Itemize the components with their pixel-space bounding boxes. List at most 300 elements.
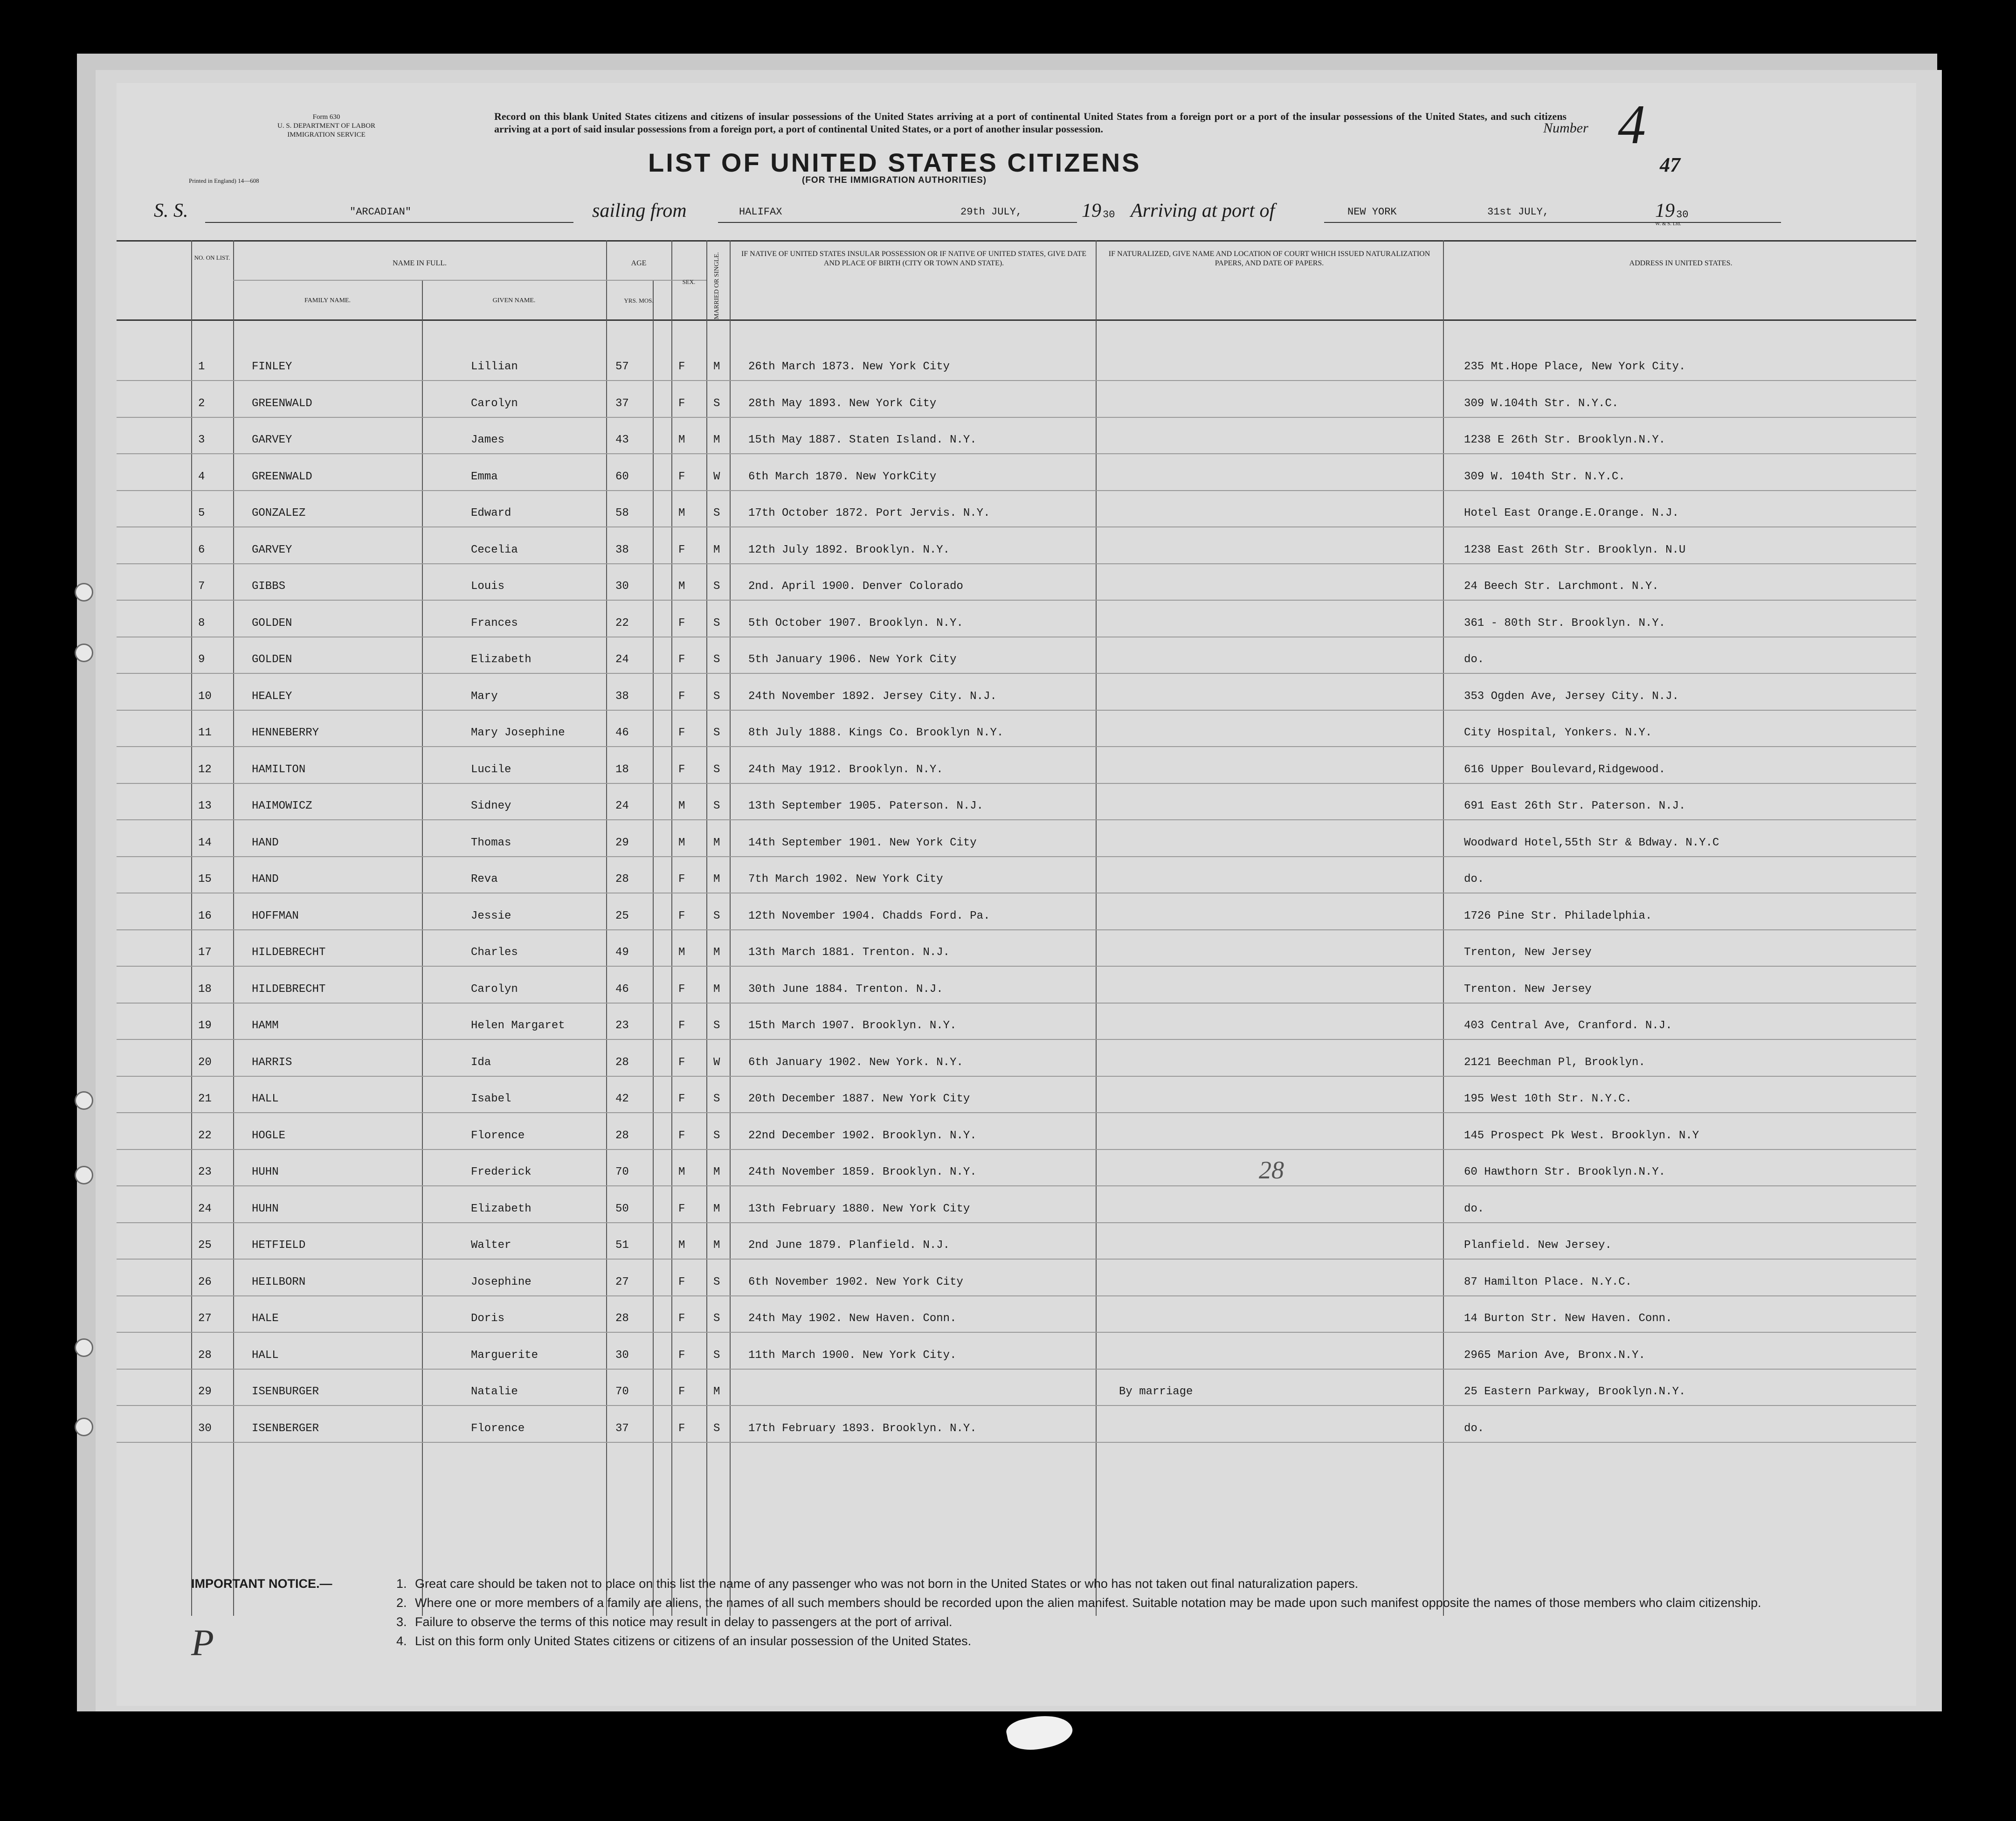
family-name: HAND — [252, 873, 279, 886]
marital-status: W — [713, 470, 720, 483]
address: 145 Prospect Pk West. Brooklyn. N.Y — [1464, 1129, 1699, 1142]
family-name: HAND — [252, 836, 279, 849]
row-number: 21 — [198, 1093, 212, 1105]
header-married: MARRIED OR SINGLE. — [713, 252, 720, 319]
number-label: Number — [1543, 120, 1588, 136]
header-name: NAME IN FULL. — [393, 259, 447, 267]
marital-status: M — [713, 946, 720, 959]
naturalization: By marriage — [1119, 1385, 1193, 1398]
marital-status: S — [713, 1312, 720, 1325]
address: do. — [1464, 1202, 1484, 1215]
family-name: GOLDEN — [252, 653, 292, 666]
marital-status: S — [713, 1129, 720, 1142]
row-number: 8 — [198, 616, 205, 630]
age: 37 — [615, 1422, 629, 1435]
count-annotation: 28 — [1259, 1156, 1284, 1184]
birth-info: 13th March 1881. Trenton. N.J. — [748, 946, 950, 959]
row-number: 17 — [198, 946, 212, 959]
table-row — [117, 723, 1916, 741]
given-name: Walter — [471, 1239, 511, 1252]
row-number: 16 — [198, 909, 212, 922]
sex: F — [678, 1349, 685, 1362]
family-name: HAIMOWICZ — [252, 800, 312, 812]
marital-status: S — [713, 727, 720, 739]
age: 28 — [615, 1129, 629, 1142]
sex: M — [678, 946, 685, 959]
age: 24 — [615, 653, 629, 666]
birth-info: 28th May 1893. New York City — [748, 397, 937, 410]
age: 27 — [615, 1275, 629, 1288]
address: Planfield. New Jersey. — [1464, 1239, 1612, 1252]
notice-label: IMPORTANT NOTICE.— — [191, 1577, 332, 1591]
birth-info: 6th November 1902. New York City — [748, 1275, 963, 1288]
departure-date: 29th JULY, — [960, 206, 1022, 218]
birth-info: 14th September 1901. New York City — [748, 836, 977, 849]
table-row — [117, 942, 1916, 961]
marital-status: S — [713, 909, 720, 922]
age: 30 — [615, 580, 629, 593]
punch-hole — [75, 1338, 93, 1357]
age: 28 — [615, 1312, 629, 1325]
address: 403 Central Ave, Cranford. N.J. — [1464, 1019, 1672, 1032]
address: Trenton. New Jersey — [1464, 983, 1592, 996]
given-name: Frederick — [471, 1166, 532, 1178]
given-name: Jessie — [471, 909, 511, 922]
given-name: Helen Margaret — [471, 1019, 565, 1032]
age: 70 — [615, 1385, 629, 1398]
age: 24 — [615, 800, 629, 812]
age: 28 — [615, 873, 629, 886]
notice-item: 2. Where one or more members of a family are aliens, the names of all such members should be recorded upon the alien manifest. Suitable notation may be made upon such manifest opposite the names of those members who claim citizenship. — [396, 1596, 1761, 1610]
address: 691 East 26th Str. Paterson. N.J. — [1464, 800, 1686, 812]
sex: M — [678, 434, 685, 446]
row-number: 1 — [198, 360, 205, 373]
marital-status: S — [713, 1275, 720, 1288]
marital-status: M — [713, 434, 720, 446]
sex: F — [678, 873, 685, 886]
family-name: GIBBS — [252, 580, 286, 593]
voyage-line — [117, 200, 1916, 228]
given-name: Frances — [471, 616, 518, 630]
marital-status: S — [713, 800, 720, 812]
given-name: Lillian — [471, 360, 518, 373]
address: 616 Upper Boulevard,Ridgewood. — [1464, 763, 1666, 776]
address: Woodward Hotel,55th Str & Bdway. N.Y.C — [1464, 836, 1719, 849]
address: 60 Hawthorn Str. Brooklyn.N.Y. — [1464, 1166, 1666, 1178]
notice-item: 4. List on this form only United States citizens or citizens of an insular possession of the United States. — [396, 1634, 972, 1648]
notice-item: 1. Great care should be taken not to place on this list the name of any passenger who was not born in the United States or who has not taken out final naturalization papers. — [396, 1577, 1359, 1591]
given-name: James — [471, 434, 505, 446]
birth-info: 17th February 1893. Brooklyn. N.Y. — [748, 1422, 977, 1435]
punch-hole — [75, 1166, 93, 1184]
table-row — [117, 1052, 1916, 1071]
sex: M — [678, 1166, 685, 1178]
year-suffix: 30 — [1103, 209, 1115, 221]
row-number: 20 — [198, 1056, 212, 1069]
family-name: HUHN — [252, 1166, 279, 1178]
birth-info: 12th July 1892. Brooklyn. N.Y. — [748, 543, 950, 556]
table-row — [117, 394, 1916, 412]
table-row — [117, 1345, 1916, 1364]
birth-info: 24th May 1912. Brooklyn. N.Y. — [748, 763, 943, 776]
printed-note: Printed in England) 14—608 — [189, 177, 259, 184]
age: 29 — [615, 836, 629, 849]
given-name: Cecelia — [471, 543, 518, 556]
table-row — [117, 1016, 1916, 1034]
birth-info: 6th March 1870. New YorkCity — [748, 470, 937, 483]
given-name: Doris — [471, 1312, 505, 1325]
birth-info: 22nd December 1902. Brooklyn. N.Y. — [748, 1129, 977, 1142]
sex: F — [678, 1422, 685, 1435]
given-name: Sidney — [471, 800, 511, 812]
table-row — [117, 686, 1916, 705]
address: 195 West 10th Str. N.Y.C. — [1464, 1093, 1632, 1105]
marital-status: M — [713, 1385, 720, 1398]
given-name: Carolyn — [471, 983, 518, 996]
arriving-label: Arriving at port of — [1131, 200, 1275, 222]
sex: F — [678, 1385, 685, 1398]
sex: F — [678, 727, 685, 739]
sex: F — [678, 1056, 685, 1069]
row-number: 2 — [198, 397, 205, 410]
birth-info: 2nd. April 1900. Denver Colorado — [748, 580, 963, 593]
sex: F — [678, 909, 685, 922]
punch-hole — [75, 1091, 93, 1110]
record-instructions: Record on this blank United States citizens and citizens of insular possessions of the United States arriving at a port of continental United States from a foreign port or a port of the insular possessions of the United States, and such citizens arriving at a port of said insular possessions from a foreign port, a port of continental United States, or a port of another insular possession. — [494, 111, 1567, 135]
table-row — [117, 796, 1916, 815]
age: 23 — [615, 1019, 629, 1032]
header-family-name: FAMILY NAME. — [304, 297, 351, 304]
table-row — [117, 760, 1916, 778]
age: 30 — [615, 1349, 629, 1362]
birth-info: 7th March 1902. New York City — [748, 873, 943, 886]
row-number: 11 — [198, 727, 212, 739]
punch-hole — [75, 583, 93, 602]
age: 49 — [615, 946, 629, 959]
family-name: HEILBORN — [252, 1275, 306, 1288]
address: 309 W. 104th Str. N.Y.C. — [1464, 470, 1625, 483]
family-name: HOGLE — [252, 1129, 286, 1142]
row-number: 24 — [198, 1202, 212, 1215]
table-row — [117, 869, 1916, 888]
punch-hole — [75, 644, 93, 662]
given-name: Ida — [471, 1056, 491, 1069]
family-name: ISENBURGER — [252, 1385, 319, 1398]
marital-status: S — [713, 1093, 720, 1105]
family-name: HAMM — [252, 1019, 279, 1032]
given-name: Reva — [471, 873, 498, 886]
row-number: 15 — [198, 873, 212, 886]
address: 353 Ogden Ave, Jersey City. N.J. — [1464, 690, 1679, 703]
row-number: 18 — [198, 983, 212, 996]
family-name: HALL — [252, 1349, 279, 1362]
marital-status: S — [713, 763, 720, 776]
row-number: 6 — [198, 543, 205, 556]
family-name: GARVEY — [252, 434, 292, 446]
table-row — [117, 1419, 1916, 1437]
family-name: HAMILTON — [252, 763, 306, 776]
family-name: HILDEBRECHT — [252, 946, 326, 959]
age: 46 — [615, 983, 629, 996]
row-number: 25 — [198, 1239, 212, 1252]
sex: F — [678, 1202, 685, 1215]
form-number: Form 630 — [312, 113, 340, 121]
given-name: Mary — [471, 690, 498, 703]
departure-port: HALIFAX — [739, 206, 782, 218]
age: 51 — [615, 1239, 629, 1252]
given-name: Carolyn — [471, 397, 518, 410]
sex: M — [678, 800, 685, 812]
row-number: 23 — [198, 1166, 212, 1178]
birth-info: 26th March 1873. New York City — [748, 360, 950, 373]
table-row — [117, 1272, 1916, 1291]
row-number: 12 — [198, 763, 212, 776]
page-number: 47 — [1660, 153, 1680, 176]
page-subtitle: (FOR THE IMMIGRATION AUTHORITIES) — [802, 175, 987, 185]
address: City Hospital, Yonkers. N.Y. — [1464, 727, 1652, 739]
given-name: Lucile — [471, 763, 511, 776]
birth-info: 13th February 1880. New York City — [748, 1202, 970, 1215]
row-number: 3 — [198, 434, 205, 446]
table-row — [117, 1235, 1916, 1254]
birth-info: 5th October 1907. Brooklyn. N.Y. — [748, 616, 963, 630]
address: 2965 Marion Ave, Bronx.N.Y. — [1464, 1349, 1645, 1362]
age: 42 — [615, 1093, 629, 1105]
marital-status: S — [713, 1019, 720, 1032]
address: Hotel East Orange.E.Orange. N.J. — [1464, 507, 1679, 519]
marital-status: S — [713, 1422, 720, 1435]
birth-info: 6th January 1902. New York. N.Y. — [748, 1056, 963, 1069]
birth-info: 2nd June 1879. Planfield. N.J. — [748, 1239, 950, 1252]
table-row — [117, 467, 1916, 485]
row-number: 4 — [198, 470, 205, 483]
birth-info: 17th October 1872. Port Jervis. N.Y. — [748, 507, 990, 519]
family-name: HEALEY — [252, 690, 292, 703]
table-row — [117, 503, 1916, 522]
department: U. S. DEPARTMENT OF LABOR — [277, 122, 375, 130]
corner-mark: P — [191, 1622, 214, 1663]
sex: F — [678, 1093, 685, 1105]
marital-status: M — [713, 873, 720, 886]
family-name: HARRIS — [252, 1056, 292, 1069]
given-name: Mary Josephine — [471, 727, 565, 739]
birth-info: 5th January 1906. New York City — [748, 653, 957, 666]
table-row — [117, 357, 1916, 375]
address: do. — [1464, 653, 1484, 666]
address: 1238 E 26th Str. Brooklyn.N.Y. — [1464, 434, 1666, 446]
age: 43 — [615, 434, 629, 446]
table-row — [117, 1089, 1916, 1108]
age: 58 — [615, 507, 629, 519]
paper-tear — [1004, 1710, 1075, 1755]
given-name: Charles — [471, 946, 518, 959]
address: 309 W.104th Str. N.Y.C. — [1464, 397, 1619, 410]
row-number: 14 — [198, 836, 212, 849]
ship-name: "ARCADIAN" — [350, 206, 412, 218]
address: 14 Burton Str. New Haven. Conn. — [1464, 1312, 1672, 1325]
family-name: GOLDEN — [252, 616, 292, 630]
header-address: ADDRESS IN UNITED STATES. — [1629, 259, 1733, 267]
family-name: GREENWALD — [252, 397, 312, 410]
table-row — [117, 1309, 1916, 1327]
marital-status: S — [713, 507, 720, 519]
sex: F — [678, 1275, 685, 1288]
arrival-year-suffix: 30 — [1676, 209, 1689, 221]
address: Trenton, New Jersey — [1464, 946, 1592, 959]
address: 1238 East 26th Str. Brooklyn. N.U — [1464, 543, 1686, 556]
row-number: 22 — [198, 1129, 212, 1142]
punch-hole — [75, 1418, 93, 1436]
row-number: 10 — [198, 690, 212, 703]
row-number: 27 — [198, 1312, 212, 1325]
row-number: 28 — [198, 1349, 212, 1362]
birth-info: 20th December 1887. New York City — [748, 1093, 970, 1105]
row-number: 29 — [198, 1385, 212, 1398]
family-name: HILDEBRECHT — [252, 983, 326, 996]
sex: F — [678, 616, 685, 630]
marital-status: S — [713, 653, 720, 666]
birth-info: 15th March 1907. Brooklyn. N.Y. — [748, 1019, 957, 1032]
given-name: Thomas — [471, 836, 511, 849]
header-age: AGE — [631, 259, 647, 267]
marital-status: S — [713, 616, 720, 630]
header-naturalized: IF NATURALIZED, GIVE NAME AND LOCATION OF COURT WHICH ISSUED NATURALIZATION PAPERS, AND DATE OF PAPERS. — [1108, 250, 1430, 267]
sex: F — [678, 1312, 685, 1325]
family-name: HALL — [252, 1093, 279, 1105]
form-identifier — [252, 113, 401, 139]
age: 28 — [615, 1056, 629, 1069]
family-name: GARVEY — [252, 543, 292, 556]
printer-mark: W. & S. Ltd. — [1655, 221, 1681, 227]
manifest-sheet — [117, 83, 1916, 1706]
table-row — [117, 430, 1916, 449]
page-title: LIST OF UNITED STATES CITIZENS — [648, 148, 1141, 177]
row-number: 30 — [198, 1422, 212, 1435]
address: 25 Eastern Parkway, Brooklyn.N.Y. — [1464, 1385, 1686, 1398]
birth-info: 13th September 1905. Paterson. N.J. — [748, 800, 984, 812]
header-given-name: GIVEN NAME. — [492, 297, 536, 304]
row-number: 5 — [198, 507, 205, 519]
sex: M — [678, 836, 685, 849]
row-number: 9 — [198, 653, 205, 666]
family-name: HALE — [252, 1312, 279, 1325]
birth-info: 11th March 1900. New York City. — [748, 1349, 957, 1362]
address: 24 Beech Str. Larchmont. N.Y. — [1464, 580, 1659, 593]
arrival-year-prefix: 19 — [1655, 200, 1675, 222]
age: 50 — [615, 1202, 629, 1215]
address: do. — [1464, 873, 1484, 886]
table-row — [117, 1382, 1916, 1400]
given-name: Elizabeth — [471, 1202, 532, 1215]
birth-info: 24th November 1859. Brooklyn. N.Y. — [748, 1166, 977, 1178]
sex: M — [678, 507, 685, 519]
age: 38 — [615, 543, 629, 556]
arrival-port: NEW YORK — [1347, 206, 1397, 218]
service: IMMIGRATION SERVICE — [287, 131, 366, 138]
family-name: ISENBERGER — [252, 1422, 319, 1435]
marital-status: S — [713, 1349, 720, 1362]
age: 25 — [615, 909, 629, 922]
address: do. — [1464, 1422, 1484, 1435]
age: 57 — [615, 360, 629, 373]
table-row — [117, 540, 1916, 559]
birth-info: 8th July 1888. Kings Co. Brooklyn N.Y. — [748, 727, 1004, 739]
ss-label: S. S. — [154, 200, 188, 222]
given-name: Emma — [471, 470, 498, 483]
address: 361 - 80th Str. Brooklyn. N.Y. — [1464, 616, 1666, 630]
list-number: 4 — [1618, 93, 1646, 155]
family-name: HUHN — [252, 1202, 279, 1215]
marital-status: M — [713, 543, 720, 556]
row-number: 26 — [198, 1275, 212, 1288]
arrival-date: 31st JULY, — [1487, 206, 1549, 218]
given-name: Isabel — [471, 1093, 511, 1105]
sex: F — [678, 1129, 685, 1142]
marital-status: S — [713, 580, 720, 593]
marital-status: W — [713, 1056, 720, 1069]
table-row — [117, 1199, 1916, 1218]
given-name: Natalie — [471, 1385, 518, 1398]
sex: F — [678, 1019, 685, 1032]
age: 60 — [615, 470, 629, 483]
header-no: NO. ON LIST. — [194, 254, 230, 261]
family-name: GREENWALD — [252, 470, 312, 483]
age: 22 — [615, 616, 629, 630]
marital-status: M — [713, 1239, 720, 1252]
marital-status: S — [713, 397, 720, 410]
age: 46 — [615, 727, 629, 739]
header-yrs-mos: YRS. MOS. — [624, 297, 654, 304]
address: 1726 Pine Str. Philadelphia. — [1464, 909, 1652, 922]
sex: M — [678, 580, 685, 593]
address: 2121 Beechman Pl, Brooklyn. — [1464, 1056, 1645, 1069]
age: 37 — [615, 397, 629, 410]
row-number: 7 — [198, 580, 205, 593]
birth-info: 15th May 1887. Staten Island. N.Y. — [748, 434, 977, 446]
family-name: GONZALEZ — [252, 507, 306, 519]
year-prefix: 19 — [1082, 200, 1101, 222]
given-name: Florence — [471, 1422, 525, 1435]
marital-status: M — [713, 360, 720, 373]
notice-item: 3. Failure to observe the terms of this notice may result in delay to passengers at the port of arrival. — [396, 1615, 953, 1629]
table-row — [117, 1162, 1916, 1181]
header-birth: IF NATIVE OF UNITED STATES INSULAR POSSESSION OR IF NATIVE OF UNITED STATES, GIVE DATE AND PLACE OF BIRTH (CITY OR TOWN AND STATE). — [741, 250, 1087, 267]
family-name: HETFIELD — [252, 1239, 306, 1252]
given-name: Elizabeth — [471, 653, 532, 666]
passenger-table — [117, 240, 1916, 1648]
given-name: Florence — [471, 1129, 525, 1142]
birth-info: 24th November 1892. Jersey City. N.J. — [748, 690, 997, 703]
table-row — [117, 613, 1916, 632]
sex: F — [678, 543, 685, 556]
address: 235 Mt.Hope Place, New York City. — [1464, 360, 1686, 373]
table-row — [117, 906, 1916, 925]
table-row — [117, 833, 1916, 852]
family-name: FINLEY — [252, 360, 292, 373]
address: 87 Hamilton Place. N.Y.C. — [1464, 1275, 1632, 1288]
given-name: Edward — [471, 507, 511, 519]
age: 70 — [615, 1166, 629, 1178]
sex: M — [678, 1239, 685, 1252]
table-row — [117, 576, 1916, 595]
given-name: Josephine — [471, 1275, 532, 1288]
row-number: 13 — [198, 800, 212, 812]
family-name: HENNEBERRY — [252, 727, 319, 739]
sex: F — [678, 470, 685, 483]
age: 18 — [615, 763, 629, 776]
sex: F — [678, 983, 685, 996]
marital-status: M — [713, 983, 720, 996]
